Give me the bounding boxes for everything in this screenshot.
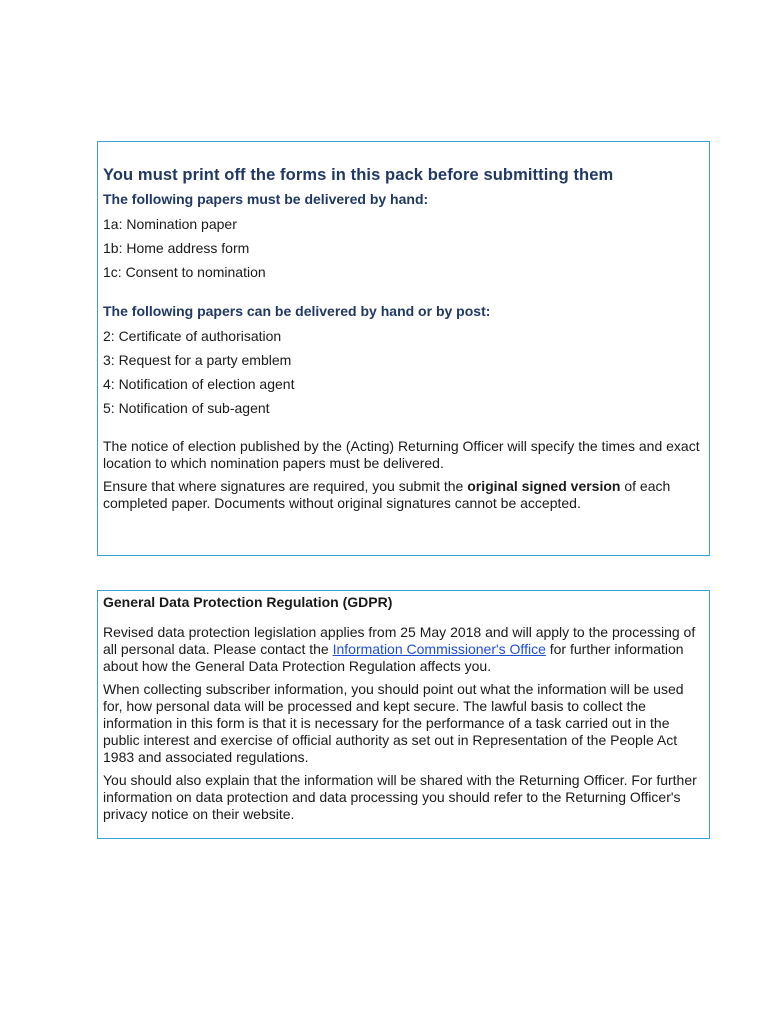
- by-post-list: [103, 324, 704, 421]
- signatures-text-start: Ensure that where signatures are required, you submit the: [103, 478, 468, 495]
- print-forms-notice-box: [97, 141, 710, 556]
- by-post-heading: The following papers can be delivered by hand or by post:: [103, 302, 491, 319]
- list-item: 1b: Home address form: [103, 240, 250, 257]
- gdpr-paragraph-2: When collecting subscriber information, you should point out what the information will be used for, how personal data will be processed and kept secure. The lawful basis to collect the information in this form is that it is necessary for the performance of a task carried out in the public interest and exercise of official authority as set out in Representation of the People Act 1983 and associated regulations.: [103, 681, 684, 765]
- gdpr-box: [97, 590, 710, 839]
- signatures-text: [103, 478, 704, 512]
- ico-link[interactable]: Information Commissioner's Office: [332, 641, 546, 657]
- gdpr-paragraph-1-end: for further information about how the General Data Protection Regulation affects you.: [103, 641, 684, 674]
- list-item: 4: Notification of election agent: [103, 376, 295, 393]
- signatures-text-end: of each completed paper. Documents without original signatures cannot be accepted.: [103, 478, 671, 512]
- print-notice-title: You must print off the forms in this pack before submitting them: [103, 166, 614, 184]
- gdpr-heading: General Data Protection Regulation (GDPR): [103, 594, 393, 610]
- list-item: 3: Request for a party emblem: [103, 351, 292, 368]
- by-hand-list: [103, 212, 704, 285]
- list-item: 2: Certificate of authorisation: [103, 327, 282, 344]
- election-notice-text: The notice of election published by the (Acting) Returning Officer will specify the times and exact location to which nomination papers must be delivered.: [103, 438, 700, 472]
- list-item: 1a: Nomination paper: [103, 216, 237, 232]
- list-item: 5: Notification of sub-agent: [103, 400, 270, 417]
- gdpr-paragraph-1: [103, 624, 704, 675]
- gdpr-paragraph-1-start: Revised data protection legislation applies from 25 May 2018 and will apply to the processing of all personal data. Please contact the: [103, 624, 696, 657]
- by-hand-heading: The following papers must be delivered by hand:: [103, 191, 429, 207]
- gdpr-paragraph-3: You should also explain that the information will be shared with the Returning Officer. For further information on data protection and data processing you should refer to the Returning Officer's privacy notice on their website.: [103, 772, 697, 822]
- signatures-text-bold: original signed version: [467, 478, 621, 495]
- list-item: 1c: Consent to nomination: [103, 264, 266, 281]
